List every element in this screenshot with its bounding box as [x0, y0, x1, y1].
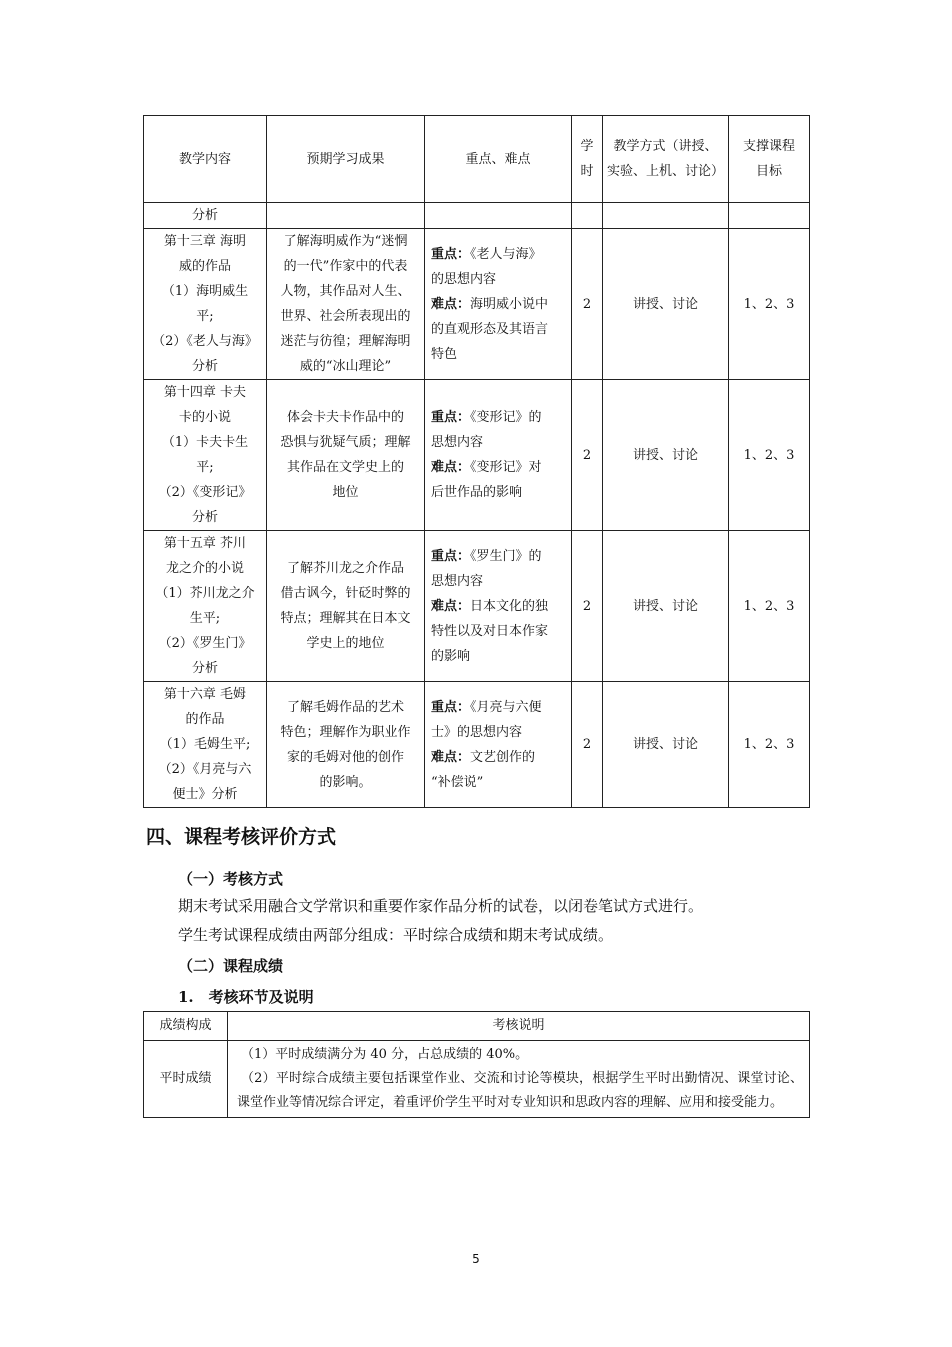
cell-content: 第十四章 卡夫 卡的小说 （1）卡夫卡生 平; （2）《变形记》 分析	[144, 380, 267, 531]
header-outcomes: 预期学习成果	[267, 116, 425, 203]
table-row	[144, 380, 810, 531]
header-objectives: 支撑课程 目标	[729, 116, 810, 203]
table-row	[144, 531, 810, 682]
cell-content: 分析	[144, 203, 267, 229]
grade-table	[143, 1011, 810, 1118]
cell-key-points: 重点：《月亮与六便 士》的思想内容 难点：文艺创作的 “补偿说”	[425, 682, 572, 808]
teaching-content-table	[143, 115, 810, 808]
cell-hours: 2	[572, 229, 603, 380]
header-hours: 学 时	[572, 116, 603, 203]
cell-outcomes: 了解毛姆作品的艺术 特色；理解作为职业作 家的毛姆对他的创作 的影响。	[267, 682, 425, 808]
table-row-continuation	[144, 203, 810, 229]
table-header-row	[144, 116, 810, 203]
cell-empty	[572, 203, 603, 229]
cell-hours: 2	[572, 682, 603, 808]
subsection-title-assessment-method: （一）考核方式	[178, 870, 284, 888]
cell-composition: 平时成绩	[144, 1041, 228, 1118]
grade-table-header-row	[144, 1012, 810, 1041]
cell-description	[228, 1041, 810, 1118]
cell-method: 讲授、讨论	[603, 531, 729, 682]
page-number: 5	[472, 1252, 480, 1266]
header-composition: 成绩构成	[144, 1012, 228, 1041]
cell-content: 第十三章 海明 威的作品 （1）海明威生 平; （2）《老人与海》 分析	[144, 229, 267, 380]
description-line: （2）平时综合成绩主要包括课堂作业、交流和讨论等模块，根据学生平时出勤情况、课堂讨论、课堂作业等情况综合评定，着重评价学生平时对专业知识和思政内容的理解、应用和接受能力。	[237, 1071, 803, 1110]
cell-hours: 2	[572, 531, 603, 682]
cell-key-points: 重点：《变形记》的 思想内容 难点：《变形记》对 后世作品的影响	[425, 380, 572, 531]
cell-key-points: 重点：《罗生门》的 思想内容 难点：日本文化的独 特性以及对日本作家 的影响	[425, 531, 572, 682]
cell-objectives: 1、2、3	[729, 380, 810, 531]
cell-hours: 2	[572, 380, 603, 531]
paragraph-exam-format: 期末考试采用融合文学常识和重要作家作品分析的试卷，以闭卷笔试方式进行。	[178, 897, 704, 915]
header-description: 考核说明	[228, 1012, 810, 1041]
cell-objectives: 1、2、3	[729, 229, 810, 380]
cell-objectives: 1、2、3	[729, 531, 810, 682]
cell-outcomes: 了解海明威作为“迷惘 的一代”作家中的代表 人物，其作品对人生、 世界、社会所表现出的 迷茫与彷徨；理解海明 威的“冰山理论”	[267, 229, 425, 380]
cell-key-points: 重点：《老人与海》 的思想内容 难点：海明威小说中 的直观形态及其语言 特色	[425, 229, 572, 380]
cell-outcomes: 体会卡夫卡作品中的 恐惧与犹疑气质；理解 其作品在文学史上的 地位	[267, 380, 425, 531]
header-content: 教学内容	[144, 116, 267, 203]
subsection-title-course-grade: （二）课程成绩	[178, 957, 284, 975]
table-row	[144, 1041, 810, 1118]
section-title: 四、课程考核评价方式	[146, 826, 337, 848]
header-key-points: 重点、难点	[425, 116, 572, 203]
cell-outcomes: 了解芥川龙之介作品 借古讽今，针砭时弊的 特点；理解其在日本文 学史上的地位	[267, 531, 425, 682]
cell-empty	[425, 203, 572, 229]
cell-method: 讲授、讨论	[603, 380, 729, 531]
cell-empty	[267, 203, 425, 229]
cell-empty	[603, 203, 729, 229]
cell-method: 讲授、讨论	[603, 682, 729, 808]
header-method: 教学方式（讲授、 实验、上机、讨论）	[603, 116, 729, 203]
cell-empty	[729, 203, 810, 229]
table-row	[144, 682, 810, 808]
paragraph-grade-composition: 学生考试课程成绩由两部分组成：平时综合成绩和期末考试成绩。	[178, 926, 614, 944]
item-title-assessment-steps: 1. 考核环节及说明	[178, 988, 314, 1006]
cell-content: 第十六章 毛姆 的作品 （1）毛姆生平; （2）《月亮与六 便士》分析	[144, 682, 267, 808]
cell-objectives: 1、2、3	[729, 682, 810, 808]
cell-method: 讲授、讨论	[603, 229, 729, 380]
table-row	[144, 229, 810, 380]
description-line: （1）平时成绩满分为 40 分，占总成绩的 40%。	[241, 1047, 529, 1062]
cell-content: 第十五章 芥川 龙之介的小说 （1）芥川龙之介 生平; （2）《罗生门》 分析	[144, 531, 267, 682]
